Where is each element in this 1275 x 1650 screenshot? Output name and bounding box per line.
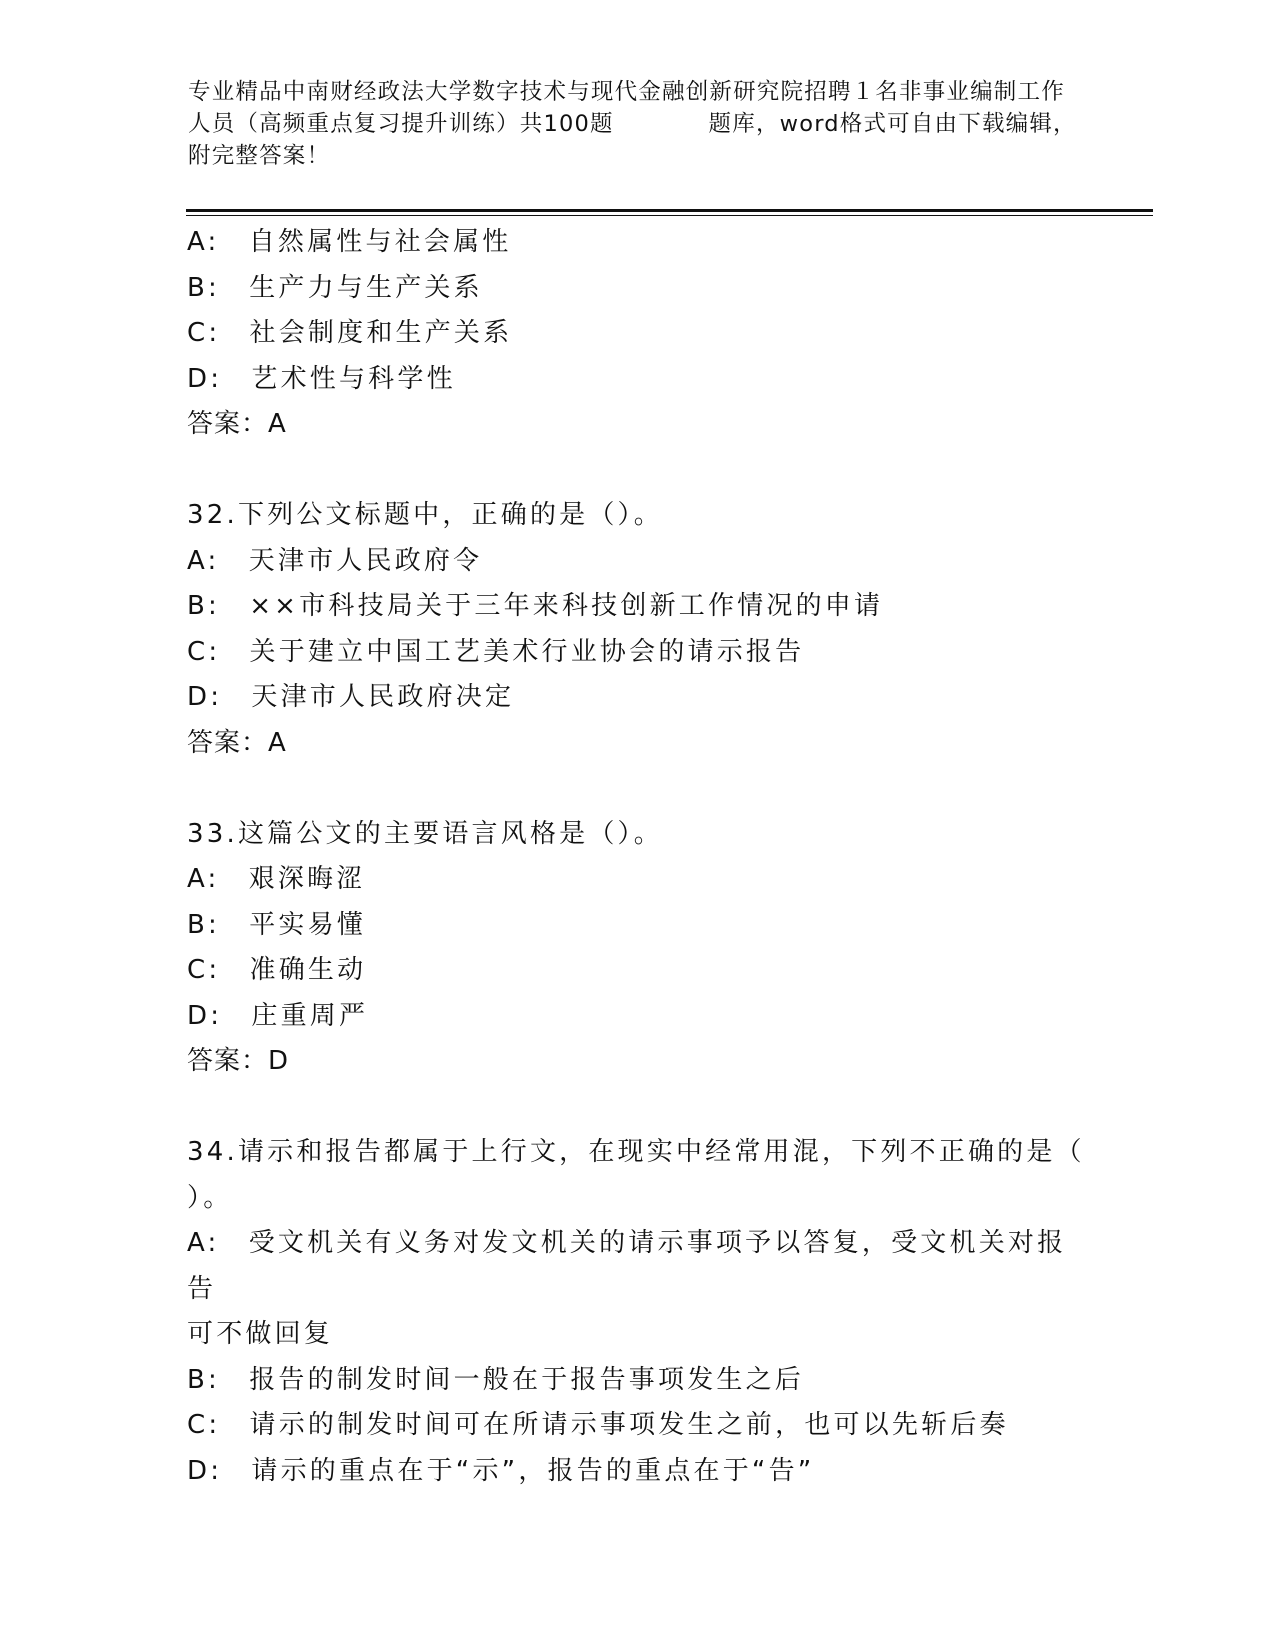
question-32 (187, 493, 1087, 766)
option-d: D: 天津市人民政府决定 (187, 682, 515, 712)
question-34 (187, 1130, 1087, 1494)
option-d: D: 艺术性与科学性 (187, 363, 456, 394)
question-text: 33.这篇公文的主要语言风格是（）。 (187, 818, 663, 849)
answer-label: 答案： (187, 1046, 269, 1076)
option-a: A: 艰深晦涩 (187, 864, 366, 894)
question-text: 32.下列公文标题中，正确的是（）。 (187, 500, 663, 530)
option-b: B: ××市科技局关于三年来科技创新工作情况的申请 (187, 591, 884, 621)
option-c: C: 准确生动 (187, 955, 367, 985)
question-text-line-1: 34.请示和报告都属于上行文，在现实中经常用混，下列不正确的是（ (187, 1137, 1085, 1167)
questions-content (187, 220, 1087, 1494)
option-d: D: 请示的重点在于“示”，报告的重点在于“告” (187, 1455, 815, 1486)
header-rule-thin (186, 215, 1153, 216)
answer-line (187, 721, 1087, 767)
answer-label: 答案： (187, 409, 269, 439)
option-b: B: 平实易懂 (187, 909, 366, 940)
answer-line (187, 402, 1087, 448)
option-a: A: 自然属性与社会属性 (187, 227, 512, 257)
answer-value: D (268, 1046, 290, 1076)
question-text-line-2: ）。 (187, 1182, 233, 1213)
question-33 (187, 812, 1087, 1085)
answer-value: A (268, 727, 287, 758)
option-b: B: 报告的制发时间一般在于报告事项发生之后 (187, 1364, 804, 1395)
answer-label: 答案： (187, 727, 269, 758)
document-header: 专业精品中南财经政法大学数字技术与现代金融创新研究院招聘１名非事业编制工作人员（高频重点复习提升训练）共100题 题库，word格式可自由下载编辑，附完整答案！ (188, 79, 1077, 169)
option-c: C: 关于建立中国工艺美术行业协会的请示报告 (187, 636, 805, 667)
option-a-line-1: A: 受文机关有义务对发文机关的请示事项予以答复，受文机关对报告 (187, 1228, 1067, 1304)
option-c: C: 请示的制发时间可在所请示事项发生之前，也可以先斩后奏 (187, 1410, 1009, 1440)
option-d: D: 庄重周严 (187, 1000, 369, 1031)
option-a: A: 天津市人民政府令 (187, 545, 483, 576)
option-c: C: 社会制度和生产关系 (187, 318, 513, 348)
answer-value: A (268, 409, 287, 439)
question-31 (187, 220, 1087, 448)
option-a-line-2: 可不做回复 (187, 1319, 334, 1349)
header-rule-thick (186, 209, 1153, 212)
answer-line (187, 1039, 1087, 1085)
option-b: B: 生产力与生产关系 (187, 272, 483, 303)
